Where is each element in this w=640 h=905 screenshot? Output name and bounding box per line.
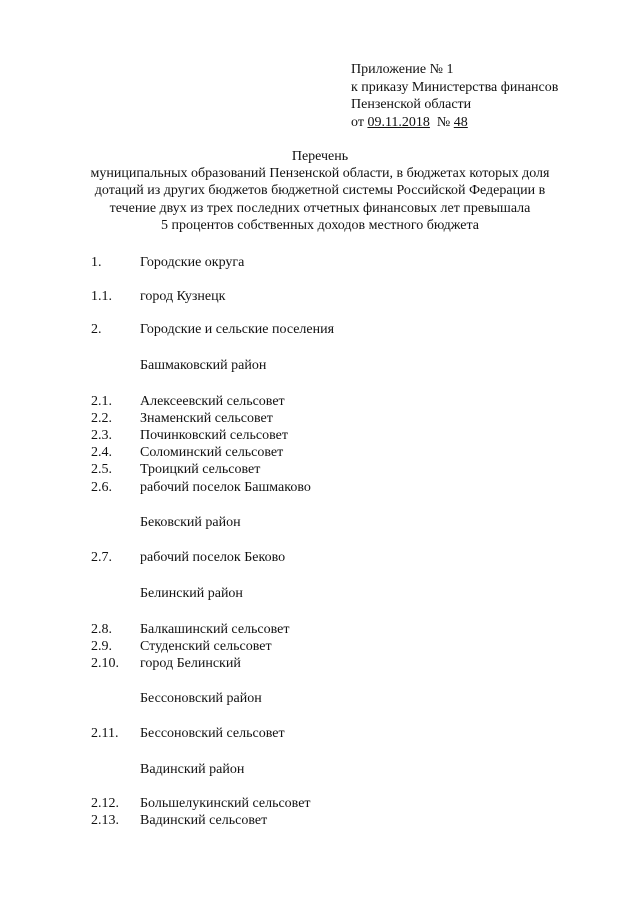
list-item-number: 1.1. — [91, 289, 112, 304]
appendix-header — [351, 61, 558, 131]
list-item-text: Студенский сельсовет — [140, 639, 272, 654]
district-heading: Белинский район — [140, 586, 243, 601]
list-item-number: 2.8. — [91, 622, 112, 637]
appendix-line-1: Приложение № 1 — [351, 62, 454, 77]
list-item-number: 2.4. — [91, 445, 112, 460]
title-line: муниципальных образований Пензенской области, в бюджетах которых доля — [90, 166, 550, 182]
list-item-text: Троицкий сельсовет — [140, 462, 261, 477]
title-heading: Перечень — [291, 149, 349, 164]
list-item-text: Большелукинский сельсовет — [140, 796, 311, 811]
list-item-text: Соломинский сельсовет — [140, 445, 284, 460]
list-item-number: 2.9. — [91, 639, 112, 654]
list-item-number: 2.12. — [91, 796, 119, 811]
list-item-number: 2.3. — [91, 428, 112, 443]
list-item-text: Алексеевский сельсовет — [140, 394, 285, 409]
district-heading: Бессоновский район — [140, 691, 262, 706]
district-heading: Башмаковский район — [140, 358, 267, 373]
list-item-text: рабочий поселок Башмаково — [140, 480, 311, 495]
list-item-number: 2.5. — [91, 462, 112, 477]
list-item-text: рабочий поселок Беково — [140, 550, 286, 565]
list-item-text: Бессоновский сельсовет — [140, 726, 285, 741]
list-item-number: 2.11. — [91, 726, 119, 741]
list-item-text: Городские и сельские поселения — [140, 322, 335, 337]
district-heading: Вадинский район — [140, 762, 245, 777]
district-heading: Бековский район — [140, 515, 241, 530]
order-date: 09.11.2018 — [367, 114, 430, 130]
list-item-number: 2.13. — [91, 813, 119, 828]
list-item-text: Починковский сельсовет — [140, 428, 288, 443]
date-prefix: от — [351, 114, 368, 130]
appendix-date-line — [351, 114, 558, 132]
document-title — [60, 148, 580, 234]
list-item-text: Городские округа — [140, 255, 245, 270]
list-item-text: город Белинский — [140, 656, 241, 671]
list-item-number: 2.1. — [91, 394, 112, 409]
list-item-number: 2.10. — [91, 656, 119, 671]
list-item-number: 2. — [91, 322, 102, 337]
appendix-line-2: к приказу Министерства финансов — [351, 79, 559, 95]
order-number: 48 — [453, 114, 468, 130]
list-item-text: Балкашинский сельсовет — [140, 622, 290, 637]
list-item-number: 2.2. — [91, 411, 112, 426]
list-item-number: 2.7. — [91, 550, 112, 565]
title-line: течение двух из трех последних отчетных финансовых лет превышала — [109, 200, 531, 216]
number-prefix: № — [436, 114, 454, 130]
list-item-text: Знаменский сельсовет — [140, 411, 273, 426]
list-item-number: 1. — [91, 255, 102, 270]
list-item-text: город Кузнецк — [140, 289, 226, 304]
list-item-text: Вадинский сельсовет — [140, 813, 268, 828]
list-item-number: 2.6. — [91, 480, 112, 495]
title-line: дотаций из других бюджетов бюджетной системы Российской Федерации в — [94, 183, 546, 199]
appendix-line-3: Пензенской области — [351, 97, 472, 112]
title-line: 5 процентов собственных доходов местного бюджета — [161, 217, 479, 233]
